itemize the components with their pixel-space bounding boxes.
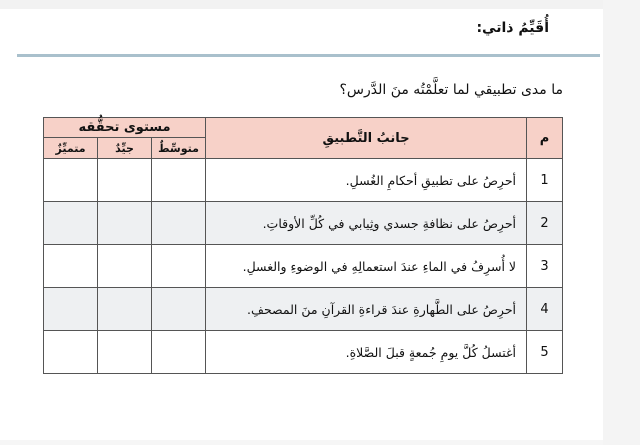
checkbox-cell-good[interactable] <box>98 245 152 288</box>
header-level: مستوى تحقُّقه <box>44 118 206 138</box>
table-row <box>44 331 563 374</box>
table-row <box>44 245 563 288</box>
row-number: 5 <box>527 331 563 374</box>
row-statement: أغتسلُ كُلَّ يومِ جُمعةٍ قبلَ الصَّلاةِ. <box>206 331 527 374</box>
header-aspect: جانبُ التَّطبيقِ <box>206 118 527 159</box>
header-number: م <box>527 118 563 159</box>
checkbox-cell-average[interactable] <box>152 202 206 245</box>
row-number: 3 <box>527 245 563 288</box>
top-band <box>0 0 603 9</box>
table-row <box>44 202 563 245</box>
table-row <box>44 159 563 202</box>
checkbox-cell-excellent[interactable] <box>44 245 98 288</box>
checkbox-cell-average[interactable] <box>152 159 206 202</box>
checkbox-cell-good[interactable] <box>98 288 152 331</box>
checkbox-cell-average[interactable] <box>152 288 206 331</box>
bottom-band <box>0 440 603 445</box>
row-number: 1 <box>527 159 563 202</box>
row-statement: لا أُسرِفُ في الماءِ عندَ استعمالِهِ في الوضوءِ والغسلِ. <box>206 245 527 288</box>
question-text: ما مدى تطبيقي لما تعلَّمْتُه منَ الدَّرس؟ <box>339 82 563 98</box>
table-row <box>44 288 563 331</box>
row-statement: أحرِصُ على الطَّهارةِ عندَ قراءةِ القرآنِ منَ المصحفِ. <box>206 288 527 331</box>
row-statement: أحرِصُ على نظافةِ جسدي وثِيابي في كُلِّ الأوقاتِ. <box>206 202 527 245</box>
page-margin <box>603 0 640 445</box>
checkbox-cell-good[interactable] <box>98 331 152 374</box>
row-statement: أحرِصُ على تطبيقِ أحكامِ الغُسلِ. <box>206 159 527 202</box>
header-level-average: متوسِّطٌ <box>152 138 206 159</box>
section-divider <box>17 54 600 57</box>
checkbox-cell-average[interactable] <box>152 331 206 374</box>
checkbox-cell-good[interactable] <box>98 159 152 202</box>
checkbox-cell-excellent[interactable] <box>44 331 98 374</box>
checkbox-cell-excellent[interactable] <box>44 159 98 202</box>
checkbox-cell-excellent[interactable] <box>44 202 98 245</box>
checkbox-cell-average[interactable] <box>152 245 206 288</box>
row-number: 4 <box>527 288 563 331</box>
checkbox-cell-good[interactable] <box>98 202 152 245</box>
header-level-excellent: متميِّزٌ <box>44 138 98 159</box>
self-evaluation-table <box>43 117 563 374</box>
checkbox-cell-excellent[interactable] <box>44 288 98 331</box>
header-level-good: جيِّدٌ <box>98 138 152 159</box>
row-number: 2 <box>527 202 563 245</box>
section-title: أُقَيِّمُ ذاتي: <box>476 20 549 36</box>
